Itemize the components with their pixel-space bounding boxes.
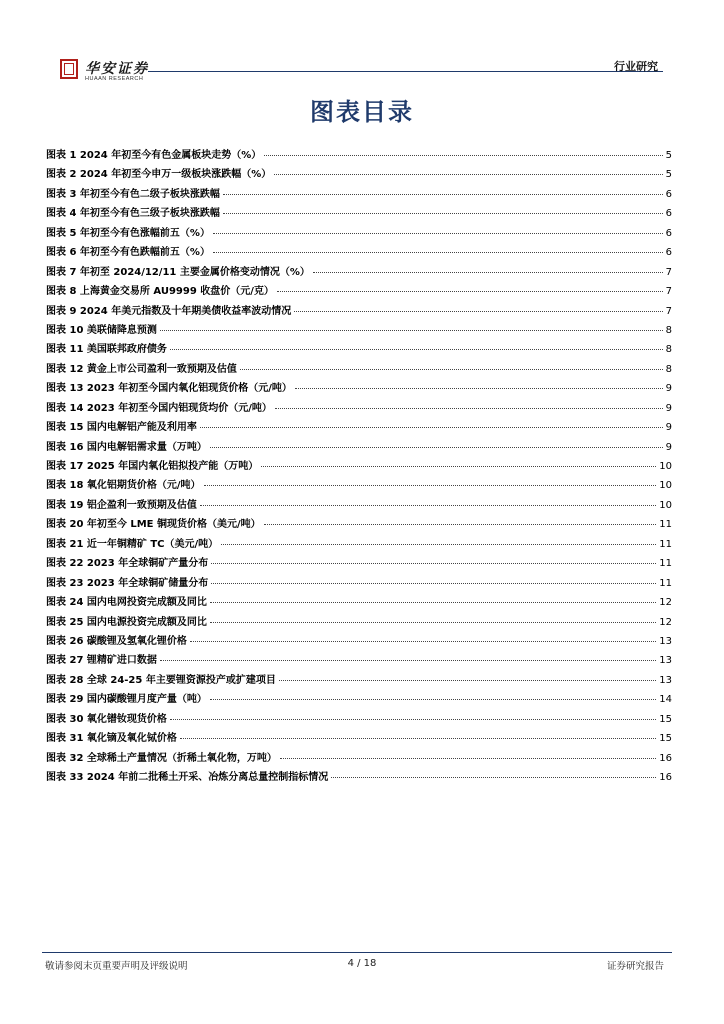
toc-entry-label: 图表 8 上海黄金交易所 AU9999 收盘价（元/克） (46, 286, 274, 298)
toc-entry-page: 13 (659, 635, 672, 647)
toc-leader-dots (223, 213, 663, 214)
toc-entry-label: 图表 1 2024 年初至今有色金属板块走势（%） (46, 150, 262, 161)
section-label: 行业研究 (614, 60, 658, 73)
toc-entry-label: 图表 32 全球稀土产量情况（折稀土氧化物，万吨） (46, 752, 277, 764)
toc-entry-page: 5 (665, 169, 672, 181)
toc-entry-page: 9 (665, 441, 672, 453)
toc-entry[interactable] (46, 496, 672, 515)
toc-leader-dots (204, 485, 657, 486)
toc-entry-label: 图表 10 美联储降息预测 (46, 324, 157, 336)
toc-entry-page: 6 (665, 227, 672, 239)
toc-entry[interactable] (46, 768, 672, 787)
toc-leader-dots (211, 583, 656, 584)
toc-entry[interactable] (46, 243, 672, 262)
header-divider (148, 71, 663, 72)
toc-entry-label: 图表 16 国内电解铝需求量（万吨） (46, 441, 207, 453)
toc-leader-dots (264, 524, 657, 525)
toc-entry-label: 图表 14 2023 年初至今国内铝现货均价（元/吨） (46, 402, 272, 414)
toc-entry-page: 11 (659, 519, 672, 531)
toc-entry[interactable] (46, 651, 672, 670)
toc-entry-label: 图表 22 2023 年全球铜矿产量分布 (46, 558, 209, 570)
toc-entry[interactable] (46, 457, 672, 476)
toc-entry-page: 15 (659, 713, 672, 725)
toc-entry[interactable] (46, 321, 672, 340)
toc-entry-page: 9 (665, 383, 672, 395)
toc-entry-label: 图表 13 2023 年初至今国内氧化铝现货价格（元/吨） (46, 383, 292, 395)
toc-entry-page: 7 (665, 266, 672, 278)
toc-leader-dots (210, 602, 656, 603)
toc-entry[interactable] (46, 632, 672, 651)
toc-leader-dots (275, 408, 663, 409)
toc-entry[interactable] (46, 302, 672, 321)
toc-entry-label: 图表 9 2024 年美元指数及十年期美债收益率波动情况 (46, 305, 292, 317)
toc-leader-dots (331, 777, 656, 778)
toc-entry-page: 11 (659, 538, 672, 550)
toc-leader-dots (200, 505, 656, 506)
toc-entry-page: 5 (665, 150, 672, 161)
report-type: 证券研究报告 (606, 961, 664, 972)
toc-entry-label: 图表 2 2024 年初至今申万一级板块涨跌幅（%） (46, 169, 272, 181)
toc-entry-page: 16 (659, 752, 672, 764)
toc-entry-page: 13 (659, 674, 672, 686)
toc-entry-label: 图表 30 氧化镨钕现货价格 (46, 713, 167, 725)
footer-divider (42, 952, 672, 953)
toc-entry-page: 14 (659, 694, 672, 706)
toc-leader-dots (313, 272, 663, 273)
toc-entry-label: 图表 33 2024 年前二批稀土开采、冶炼分离总量控制指标情况 (46, 772, 329, 783)
toc-entry[interactable] (46, 282, 672, 301)
toc-leader-dots (264, 155, 662, 156)
logo-icon (60, 59, 78, 79)
toc-leader-dots (160, 660, 656, 661)
toc-entry-label: 图表 29 国内碳酸锂月度产量（吨） (46, 694, 207, 706)
toc-entry[interactable] (46, 749, 672, 768)
toc-entry-page: 7 (665, 286, 672, 298)
toc-entry-page: 11 (659, 558, 672, 570)
toc-leader-dots (160, 330, 663, 331)
toc-entry-label: 图表 24 国内电网投资完成额及同比 (46, 597, 207, 609)
toc-leader-dots (295, 388, 663, 389)
toc-entry[interactable] (46, 671, 672, 690)
toc-entry-page: 11 (659, 577, 672, 589)
toc-entry-page: 6 (665, 247, 672, 259)
toc-entry[interactable] (46, 554, 672, 573)
toc-entry-label: 图表 11 美国联邦政府债务 (46, 344, 167, 356)
toc-entry-page: 9 (665, 402, 672, 414)
toc-entry[interactable] (46, 535, 672, 554)
toc-entry-label: 图表 21 近一年铜精矿 TC（美元/吨） (46, 538, 219, 550)
toc-entry-label: 图表 19 铝企盈利一致预期及估值 (46, 499, 197, 511)
toc-entry-page: 15 (659, 733, 672, 745)
toc-leader-dots (280, 758, 656, 759)
toc-entry-label: 图表 28 全球 24-25 年主要锂资源投产或扩建项目 (46, 674, 276, 686)
toc-entry-label: 图表 20 年初至今 LME 铜现货价格（美元/吨） (46, 519, 261, 531)
toc-entry[interactable] (46, 729, 672, 748)
toc-leader-dots (210, 699, 656, 700)
toc-leader-dots (190, 641, 656, 642)
toc-entry-page: 13 (659, 655, 672, 667)
toc-entry-label: 图表 4 年初至今有色三级子板块涨跌幅 (46, 208, 220, 220)
toc-entry-label: 图表 3 年初至今有色二级子板块涨跌幅 (46, 188, 220, 200)
page-header (0, 0, 724, 80)
toc-leader-dots (210, 447, 663, 448)
toc-entry[interactable] (46, 438, 672, 457)
toc-entry[interactable] (46, 340, 672, 359)
toc-entry[interactable] (46, 593, 672, 612)
toc-entry[interactable] (46, 710, 672, 729)
toc-entry-label: 图表 18 氧化铝期货价格（元/吨） (46, 480, 201, 492)
toc-leader-dots (180, 738, 656, 739)
toc-leader-dots (213, 233, 663, 234)
toc-entry[interactable] (46, 146, 672, 165)
toc-entry[interactable] (46, 399, 672, 418)
logo-subtitle: HUAAN RESEARCH (85, 76, 144, 82)
toc-entry-page: 12 (659, 597, 672, 609)
toc-entry-page: 10 (659, 499, 672, 511)
toc-entry[interactable] (46, 476, 672, 495)
toc-entry-page: 16 (659, 772, 672, 783)
toc-entry-page: 8 (665, 344, 672, 356)
toc-entry-page: 6 (665, 208, 672, 220)
toc-entry[interactable] (46, 515, 672, 534)
toc-leader-dots (213, 252, 663, 253)
toc-entry-page: 12 (659, 616, 672, 628)
toc-leader-dots (240, 369, 663, 370)
toc-entry-page: 8 (665, 324, 672, 336)
toc-entry-label: 图表 26 碳酸锂及氢氧化锂价格 (46, 635, 187, 647)
toc-entry-label: 图表 27 锂精矿进口数据 (46, 655, 157, 667)
toc-entry-label: 图表 25 国内电源投资完成额及同比 (46, 616, 207, 628)
toc-entry[interactable] (46, 418, 672, 437)
toc-entry-label: 图表 6 年初至今有色跌幅前五（%） (46, 247, 210, 259)
toc-entry[interactable] (46, 263, 672, 282)
toc-entry[interactable] (46, 379, 672, 398)
page-number: 4 / 18 (347, 958, 377, 969)
toc-entry-page: 8 (665, 363, 672, 375)
toc-leader-dots (170, 349, 663, 350)
toc-entry-label: 图表 31 氧化镝及氧化铽价格 (46, 733, 177, 745)
toc-entry-page: 10 (659, 480, 672, 492)
table-of-figures (46, 146, 672, 787)
toc-leader-dots (277, 291, 663, 292)
toc-entry[interactable] (46, 574, 672, 593)
toc-leader-dots (200, 427, 663, 428)
toc-entry-page: 7 (665, 305, 672, 317)
toc-entry[interactable] (46, 690, 672, 709)
toc-leader-dots (261, 466, 656, 467)
logo-name: 华安证券 (85, 61, 149, 77)
toc-entry[interactable] (46, 613, 672, 632)
toc-entry-label: 图表 15 国内电解铝产能及利用率 (46, 422, 197, 434)
page-title: 图表目录 (310, 98, 414, 126)
toc-entry-label: 图表 12 黄金上市公司盈利一致预期及估值 (46, 363, 237, 375)
toc-leader-dots (210, 622, 656, 623)
toc-leader-dots (221, 544, 656, 545)
toc-entry-label: 图表 17 2025 年国内氧化铝拟投产能（万吨） (46, 461, 259, 472)
toc-leader-dots (279, 680, 656, 681)
toc-entry-page: 10 (659, 461, 672, 472)
toc-leader-dots (223, 194, 663, 195)
toc-leader-dots (274, 174, 662, 175)
toc-entry[interactable] (46, 204, 672, 223)
toc-entry[interactable] (46, 360, 672, 379)
toc-entry-page: 9 (665, 422, 672, 434)
toc-entry[interactable] (46, 185, 672, 204)
toc-entry[interactable] (46, 165, 672, 184)
toc-leader-dots (294, 311, 662, 312)
toc-leader-dots (170, 719, 656, 720)
toc-entry-label: 图表 23 2023 年全球铜矿储量分布 (46, 577, 209, 589)
toc-leader-dots (211, 563, 656, 564)
footer-disclaimer: 敬请参阅末页重要声明及评级说明 (45, 961, 188, 972)
toc-entry-label: 图表 5 年初至今有色涨幅前五（%） (46, 227, 210, 239)
toc-entry-page: 6 (665, 188, 672, 200)
toc-entry[interactable] (46, 224, 672, 243)
toc-entry-label: 图表 7 年初至 2024/12/11 主要金属价格变动情况（%） (46, 266, 310, 278)
